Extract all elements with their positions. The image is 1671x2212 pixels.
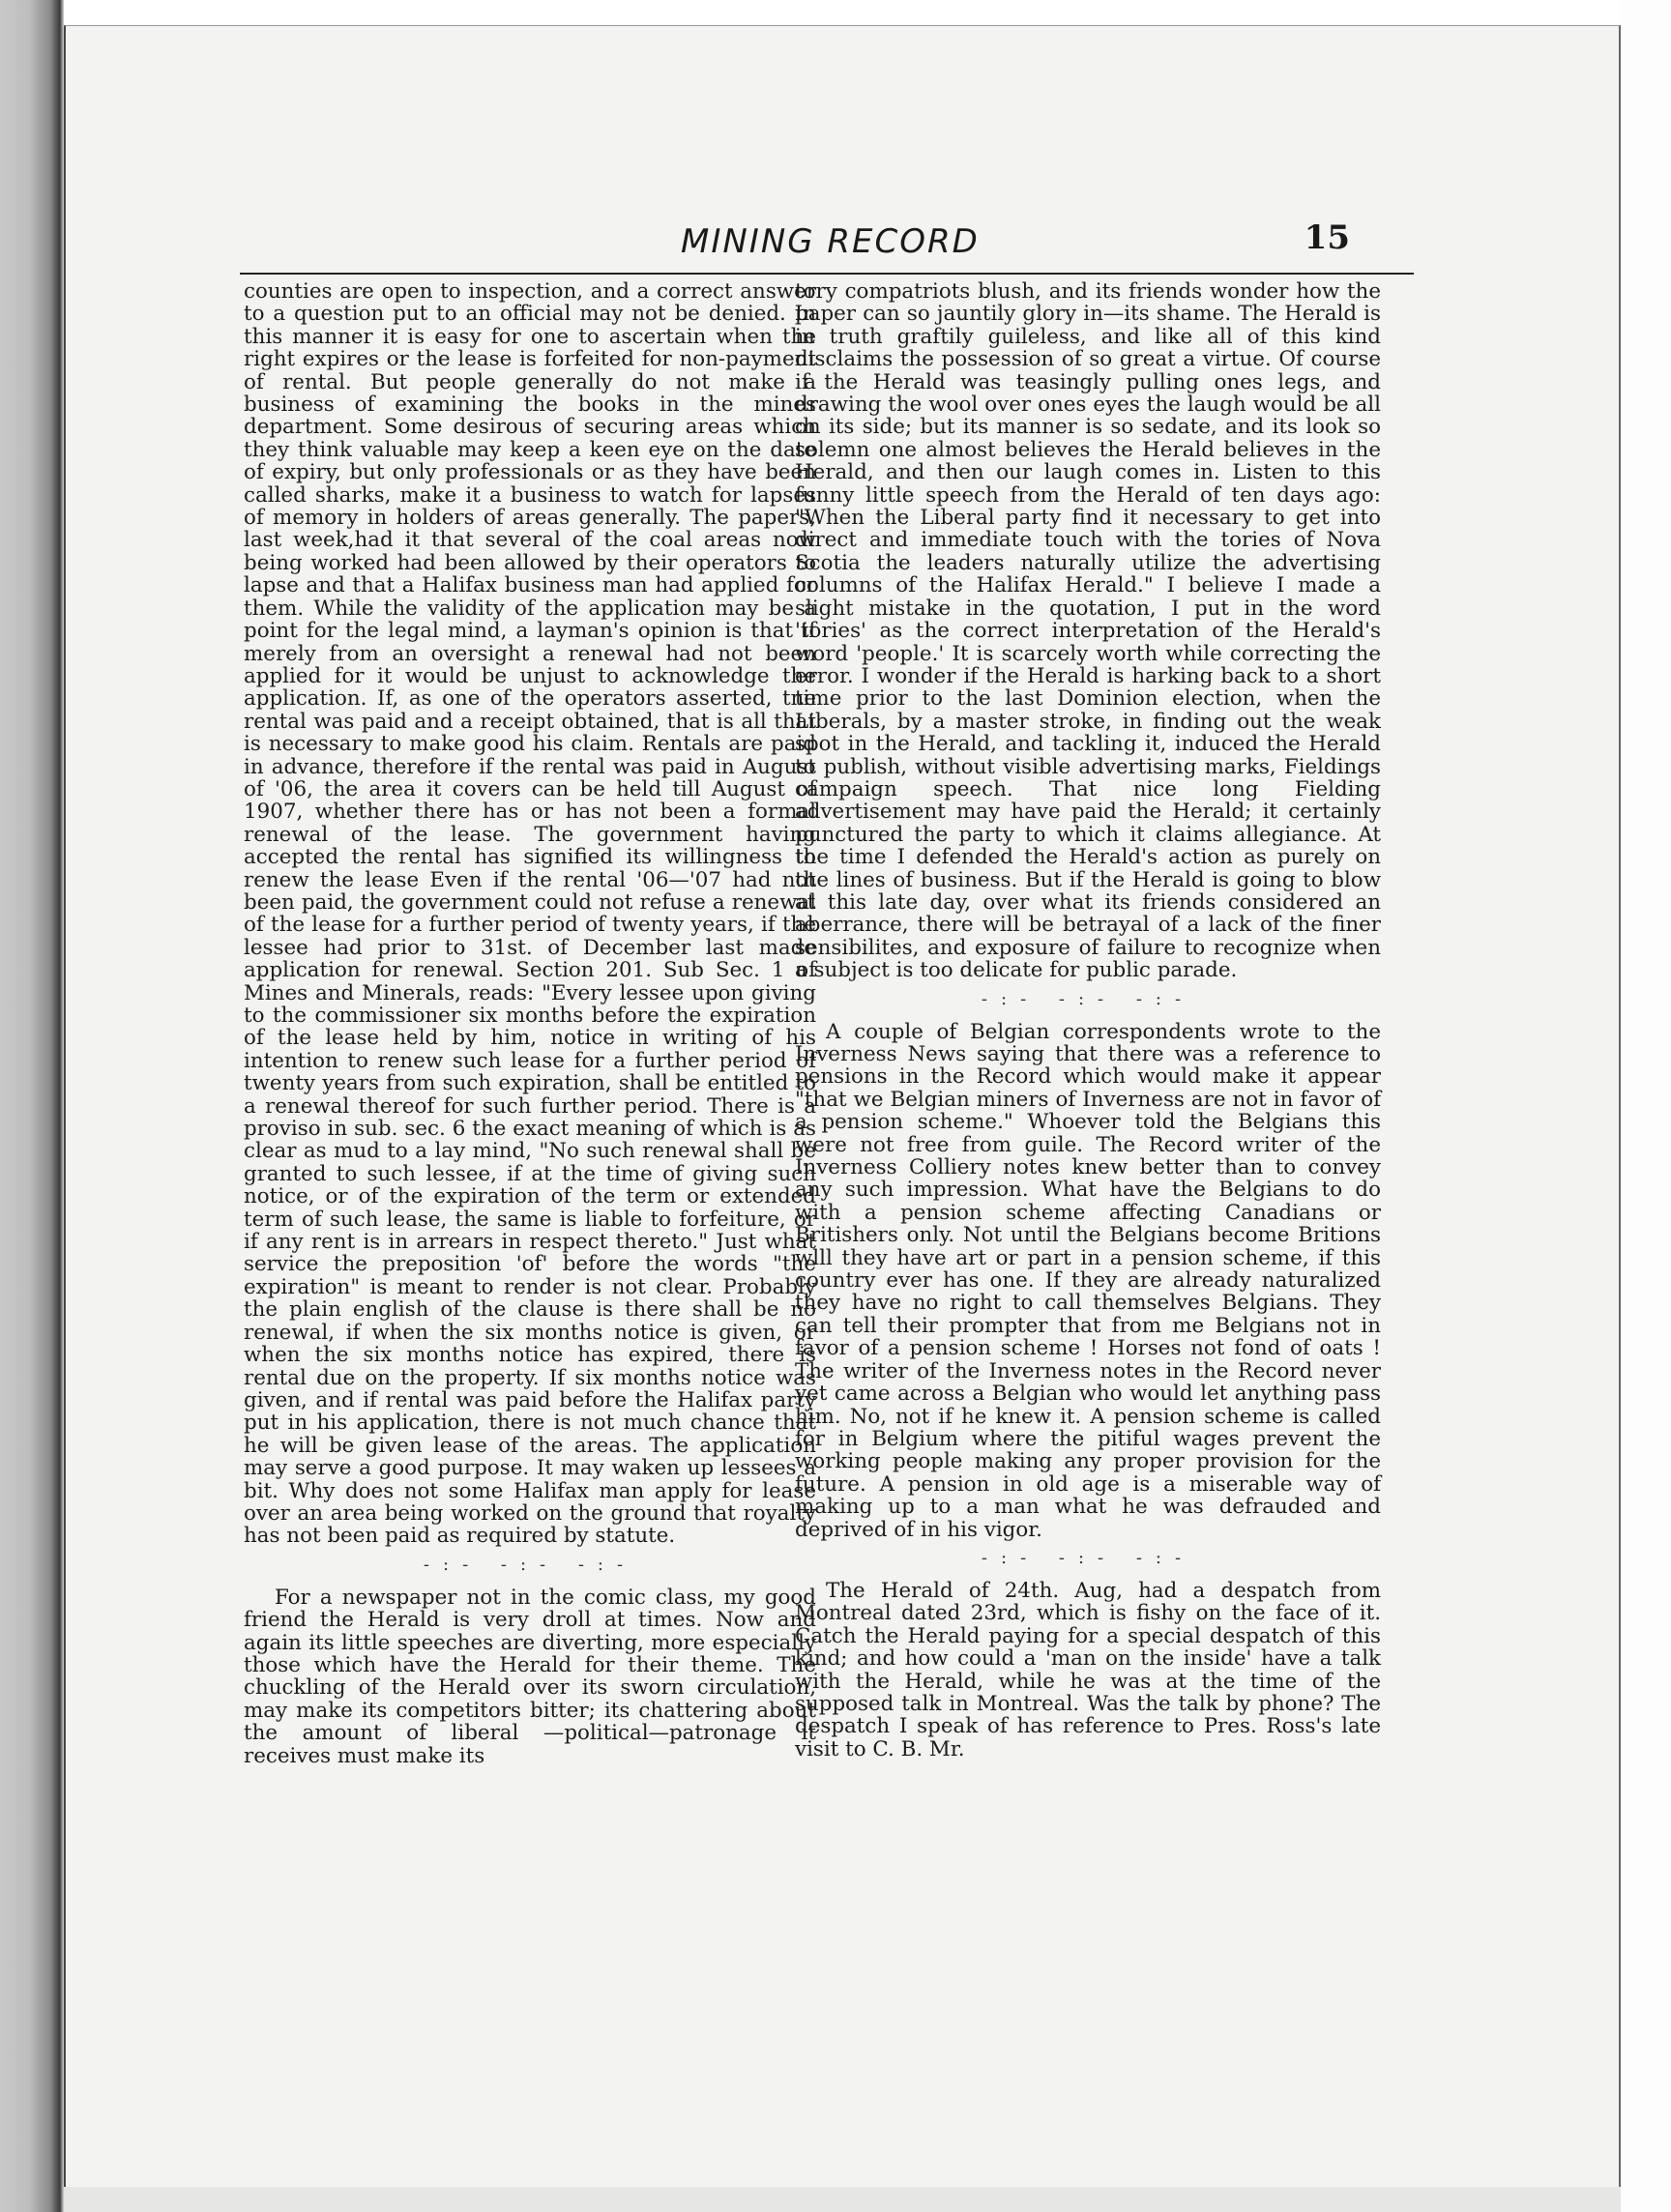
scan-right-margin	[1621, 0, 1671, 2212]
binding-edge	[0, 0, 64, 2212]
page-number: 15	[1304, 218, 1350, 257]
paragraph-herald-continued: tory compatriots blush, and its friends wonder how the paper can so jauntily glory in—its shame. The Herald is in truth graftily guileless, and like all of this kind disclaims the possession of so great a virtue. Of course if the Herald was teasingly pulling ones legs, and drawing the wool over ones eyes the laugh would be all on its side; but its manner is so sedate, and its look so solemn one almost believes the Herald believes in the Herald, and then our laugh comes in. Listen to this funny little speech from the Herald of ten days ago: "When the Liberal party find it necessary to get into direct and immediate touch with the tories of Nova Scotia the leaders naturally utilize the advertising columns of the Halifax Herald." I believe I made a slight mistake in the quotation, I put in the word 'tories' as the correct interpretation of the Herald's word 'people.' It is scarcely worth while correcting the error. I wonder if the Herald is harking back to a short time prior to the last Dominion election, when the Liberals, by a master stroke, in finding out the weak spot in the Herald, and tackling it, induced the Herald to publish, without visible advertising marks, Fieldings campaign speech. That nice long Fielding advertisement may have paid the Herald; it certainly punctured the party to which it claims allegiance. At the time I defended the Herald's action as purely on the lines of business. But if the Herald is going to blow at this late day, over what its friends considered an aberrance, there will be betrayal of a lack of the finer sensibilites, and exposure of failure to recognize when a subject is too delicate for public parade.	[795, 279, 1381, 983]
page-header	[240, 218, 1414, 275]
left-column	[244, 280, 816, 1767]
section-separator: -:- -:- -:-	[981, 988, 1195, 1009]
section-separator: -:- -:- -:-	[423, 1554, 637, 1575]
running-title: MINING RECORD	[681, 222, 980, 261]
section-separator: -:- -:- -:-	[981, 1547, 1195, 1568]
page-bottom-margin	[64, 2187, 1621, 2212]
paragraph-herald-droll: For a newspaper not in the comic class, my good friend the Herald is very droll at times. Now and again its little speeches are diverting, more especially those which have the Herald for their theme. The chuckling of the Herald over its sworn circulation, may make its competitors bitter; its chattering about the amount of liberal —political—patronage it receives must make its	[244, 1585, 816, 1768]
paragraph-belgian-correspondents: A couple of Belgian correspondents wrote to the Inverness News saying that there was a reference to pensions in the Record which would make it appear "that we Belgian miners of Inverness are not in favor of a pension scheme." Whoever told the Belgians this were not free from guile. The Record writer of the Inverness Colliery notes knew better than to convey any such impression. What have the Belgians to do with a pension scheme affecting Canadians or Britishers only. Not until the Belgians become Britions wlll they have art or part in a pension scheme, if this country ever has one. If they are already naturalized they have no right to call themselves Belgians. They can tell their prompter that from me Belgians not in favor of a pension scheme ! Horses not fond of oats ! The writer of the Inverness notes in the Record never yet came across a Belgian who would let anything pass him. No, not if he knew it. A pension scheme is called for in Belgium where the pitiful wages prevent the working people making any proper provision for the future. A pension in old age is a miserable way of making up to a man what he was defrauded and deprived of in his vigor.	[795, 1019, 1381, 1542]
paragraph-montreal-despatch: The Herald of 24th. Aug, had a despatch from Montreal dated 23rd, which is fishy on the face of it. Catch the Herald paying for a special despatch of this kind; and how could a 'man on the inside' have a talk with the Herald, while he was at the time of the supposed talk in Montreal. Was the talk by phone? The despatch I speak of has reference to Pres. Ross's late visit to C. B. Mr.	[795, 1578, 1381, 1761]
paragraph-coal-areas: counties are open to inspection, and a correct answer to a question put to an official may not be denied. In this manner it is easy for one to ascertain when the right expires or the lease is forfeited for non-payment of rental. But people generally do not make a business of examining the books in the mines department. Some desirous of securing areas which they think valuable may keep a keen eye on the date of expiry, but only professionals or as they have been called sharks, make it a business to watch for lapses of memory in holders of areas generally. The papers, last week,had it that several of the coal areas now being worked had been allowed by their operators to lapse and that a Halifax business man had applied for them. While the validity of the application may be a point for the legal mind, a layman's opinion is that if merely from an oversight a renewal had not been applied for it would be unjust to acknowledge the application. If, as one of the operators asserted, tne rental was paid and a receipt obtained, that is all that is necessary to make good his claim. Rentals are paid in advance, therefore if the rental was paid in August of '06, the area it covers can be held till August of 1907, whether there has or has not been a formal renewal of the lease. The government having accepted the rental has signified its willingness to renew the lease Even if the rental '06—'07 had not been paid, the government could not refuse a renewal of the lease for a further period of twenty years, if the lessee had prior to 31st. of December last made application for renewal. Section 201. Sub Sec. 1 of Mines and Minerals, reads: "Every lessee upon giving to the commissioner six months before the expiration of the lease held by him, notice in writing of his intention to renew such lease for a further period of twenty years from such expiration, shall be entitled to a renewal thereof for such further period. There is a proviso in sub. sec. 6 the exact meaning of which is as clear as mud to a lay mind, "No such renewal shall be granted to such lessee, if at the time of giving such notice, or of the expiration of the term or extended term of such lease, the same is liable to forfeiture, or if any rent is in arrears in respect thereto." Just what service the preposition 'of' before the words "the expiration" is meant to render is not clear. Probably the plain english of the clause is there shall be no renewal, if when the six months notice is given, or when the six months notice has expired, there is rental due on the property. If six months notice was given, and if rental was paid before the Halifax party put in his application, there is not much chance that he will be given lease of the areas. The application may serve a good purpose. It may waken up lessees a bit. Why does not some Halifax man apply for lease over an area being worked on the ground that royalty has not been paid as required by statute.	[244, 279, 816, 1549]
right-column	[795, 280, 1381, 1761]
